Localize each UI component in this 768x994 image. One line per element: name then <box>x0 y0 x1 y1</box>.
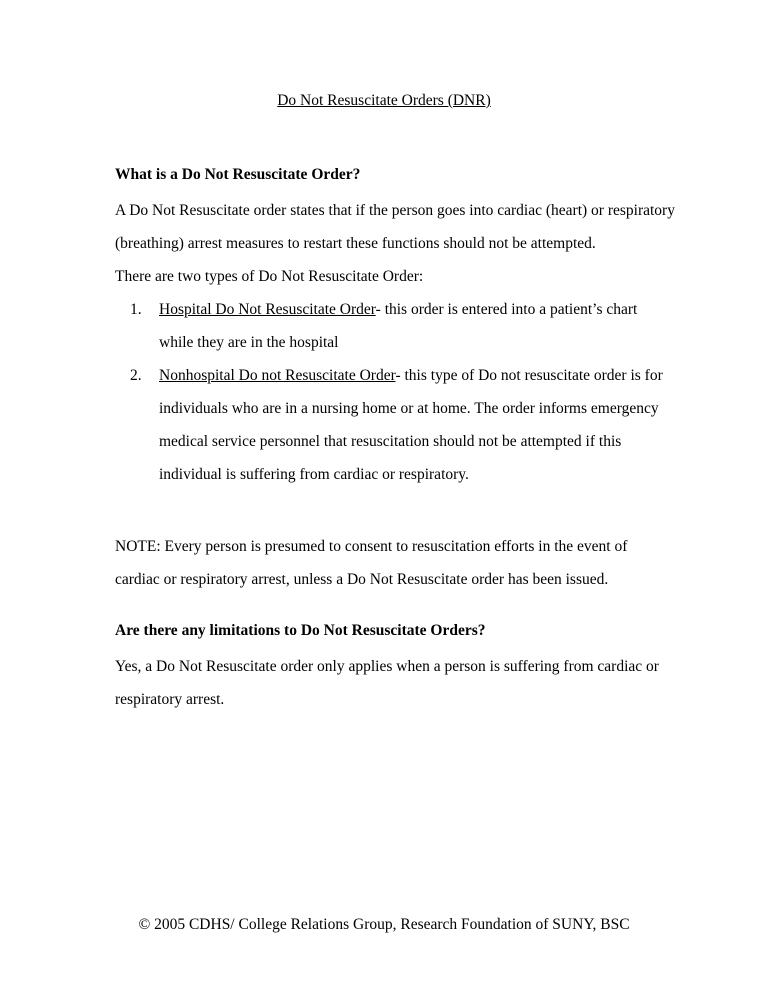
note-block <box>115 530 675 596</box>
list-item-term: Hospital Do Not Resuscitate Order <box>159 301 376 318</box>
list-item-number: 1. <box>130 301 142 318</box>
list-item-text: - this order is entered into a patient’s chart while they are in the hospital <box>159 301 638 351</box>
note-paragraph: NOTE: Every person is presumed to consent to resuscitation efforts in the event of cardiac or respiratory arrest, unless a Do Not Resuscitate order has been issued. <box>115 538 628 588</box>
page-title: Do Not Resuscitate Orders (DNR) <box>277 92 491 109</box>
section-body <box>115 650 675 716</box>
list-item <box>130 359 675 491</box>
section-heading: Are there any limitations to Do Not Resuscitate Orders? <box>115 622 486 639</box>
section-limitations <box>115 622 675 640</box>
list-item-text: - this type of Do not resuscitate order is for individuals who are in a nursing home or at home. The order informs emergency medical service personnel that resuscitation should not be attempted if this individual is suffering from cardiac or respiratory. <box>159 367 663 483</box>
list-item-term: Nonhospital Do not Resuscitate Order <box>159 367 396 384</box>
section-heading: What is a Do Not Resuscitate Order? <box>115 166 361 183</box>
types-intro: There are two types of Do Not Resuscitate Order: <box>115 268 424 285</box>
copyright-footer: © 2005 CDHS/ College Relations Group, Research Foundation of SUNY, BSC <box>138 916 630 933</box>
limitations-paragraph: Yes, a Do Not Resuscitate order only applies when a person is suffering from cardiac or respiratory arrest. <box>115 658 659 708</box>
definition-paragraph: A Do Not Resuscitate order states that if the person goes into cardiac (heart) or respiratory (breathing) arrest measures to restart these functions should not be attempted. <box>115 202 675 252</box>
section-what-is-dnr <box>115 166 675 184</box>
section-body <box>115 194 675 293</box>
list-item <box>130 293 675 359</box>
dnr-types-list <box>130 293 675 491</box>
list-item-number: 2. <box>130 367 142 384</box>
